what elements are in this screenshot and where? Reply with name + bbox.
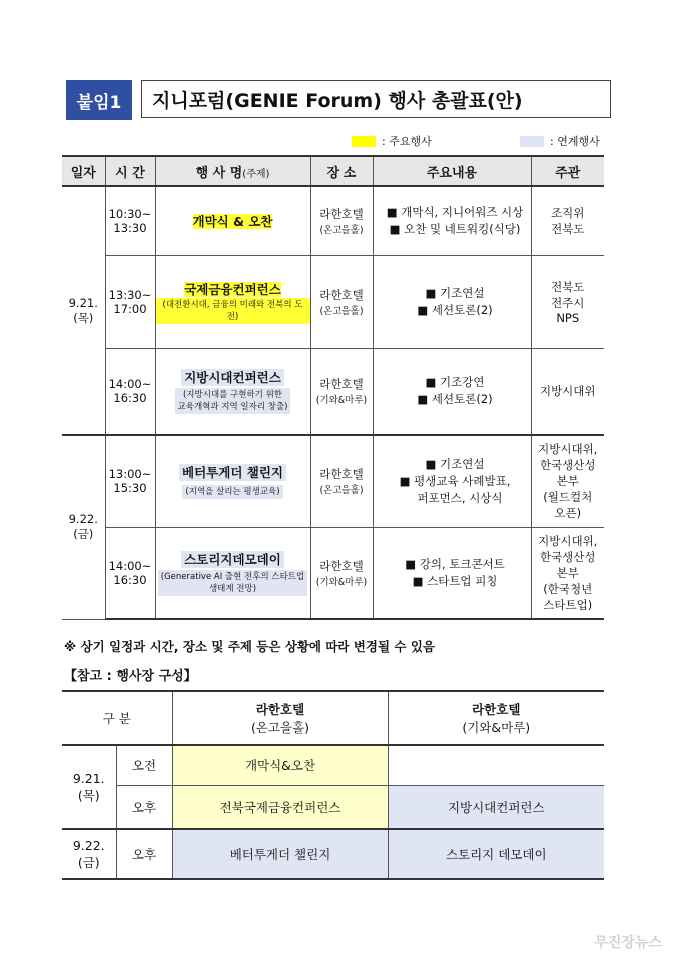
ref-event: 지방시대컨퍼런스 [388, 785, 604, 829]
event-theme: (지역을 살리는 평생교육) [182, 485, 282, 499]
venue-cell: 라한호텔 (온고을홀) [310, 435, 373, 527]
time-cell: 13:30~ 17:00 [105, 255, 155, 348]
date-cell-0921: 9.21. (목) [62, 186, 105, 435]
host-cell: 전북도 전주시 NPS [531, 255, 604, 348]
event-cell [155, 435, 310, 527]
ref-row [62, 785, 604, 829]
time-cell: 14:00~ 16:30 [105, 348, 155, 435]
content-cell: ■ 개막식, 지니어워즈 시상 ■ 오찬 및 네트워킹(식당) [373, 186, 531, 255]
ref-event: 스토리지 데모데이 [388, 829, 604, 879]
content-cell: ■ 기조연설 ■ 세션토론(2) [373, 255, 531, 348]
legend-linked-label: : 연계행사 [550, 135, 600, 148]
header-host: 주관 [531, 156, 604, 186]
host-cell: 지방시대위, 한국생산성 본부 (월드컬처 오픈) [531, 435, 604, 527]
table-row [62, 255, 604, 348]
event-theme: (대전환시대, 금융의 미래와 전북의 도전) [156, 298, 310, 324]
ref-header-venue1: 라한호텔 (온고을홀) [172, 691, 388, 745]
legend-main-swatch [352, 136, 376, 147]
venue-cell: 라한호텔 (온고을홀) [310, 186, 373, 255]
ref-slot: 오후 [116, 829, 172, 879]
header-content: 주요내용 [373, 156, 531, 186]
date-cell-0922: 9.22. (금) [62, 435, 105, 619]
ref-event [388, 745, 604, 785]
page-title: 지니포럼(GENIE Forum) 행사 총괄표(안) [141, 80, 611, 118]
ref-slot: 오전 [116, 745, 172, 785]
ref-date-0921: 9.21. (목) [62, 745, 116, 829]
watermark-logo: 무진장뉴스 [594, 935, 662, 951]
event-cell [155, 255, 310, 348]
ref-event: 개막식&오찬 [172, 745, 388, 785]
legend-linked [520, 133, 600, 149]
reference-title: 【참고 : 행사장 구성】 [64, 669, 197, 684]
table-row [62, 348, 604, 435]
event-cell [155, 527, 310, 619]
venue-layout-table [62, 690, 604, 880]
table-row [62, 186, 604, 255]
ref-slot: 오후 [116, 785, 172, 829]
time-cell: 10:30~ 13:30 [105, 186, 155, 255]
host-cell: 조직위 전북도 [531, 186, 604, 255]
ref-row [62, 829, 604, 879]
venue-cell: 라한호텔 (기와&마루) [310, 348, 373, 435]
legend-main-label: : 주요행사 [382, 135, 432, 148]
attachment-badge: 붙임1 [66, 80, 132, 120]
event-name: 지방시대컨퍼런스 [181, 369, 284, 386]
ref-event: 전북국제금융컨퍼런스 [172, 785, 388, 829]
event-name: 국제금융컨퍼런스 [184, 281, 281, 297]
venue-cell: 라한호텔 (온고을홀) [310, 255, 373, 348]
content-cell: ■ 강의, 토크콘서트 ■ 스타트업 피칭 [373, 527, 531, 619]
host-cell: 지방시대위, 한국생산성 본부 (한국청년 스타트업) [531, 527, 604, 619]
event-theme: (Generative AI 출현 전후의 스타트업 생태계 전망) [158, 570, 307, 596]
event-name: 개막식 & 오찬 [192, 213, 273, 229]
event-name: 베터투게더 챌린지 [179, 464, 286, 481]
ref-header-category: 구 분 [62, 691, 172, 745]
content-cell: ■ 기조연설 ■ 평생교육 사례발표, 퍼포먼스, 시상식 [373, 435, 531, 527]
legend-linked-swatch [520, 136, 544, 147]
header-row [62, 156, 604, 186]
ref-header-row [62, 691, 604, 745]
table-row [62, 527, 604, 619]
time-cell: 14:00~ 16:30 [105, 527, 155, 619]
header-date: 일자 [62, 156, 105, 186]
header-time: 시 간 [105, 156, 155, 186]
event-cell [155, 348, 310, 435]
header-event: 행 사 명(주제) [155, 156, 310, 186]
event-schedule-table [62, 155, 604, 620]
ref-date-0922: 9.22. (금) [62, 829, 116, 879]
header-venue: 장 소 [310, 156, 373, 186]
venue-cell: 라한호텔 (기와&마루) [310, 527, 373, 619]
host-cell: 지방시대위 [531, 348, 604, 435]
event-name: 스토리지데모데이 [181, 551, 284, 568]
event-theme: (지방시대를 구현하기 위한 교육개혁과 지역 일자리 창출) [175, 388, 291, 414]
legend-main [352, 133, 432, 149]
ref-header-venue2: 라한호텔 (기와&마루) [388, 691, 604, 745]
table-row [62, 435, 604, 527]
change-notice: ※ 상기 일정과 시간, 장소 및 주제 등은 상황에 따라 변경될 수 있음 [64, 639, 435, 654]
ref-row [62, 745, 604, 785]
ref-event: 베터투게더 챌린지 [172, 829, 388, 879]
event-cell [155, 186, 310, 255]
content-cell: ■ 기조강연 ■ 세션토론(2) [373, 348, 531, 435]
time-cell: 13:00~ 15:30 [105, 435, 155, 527]
